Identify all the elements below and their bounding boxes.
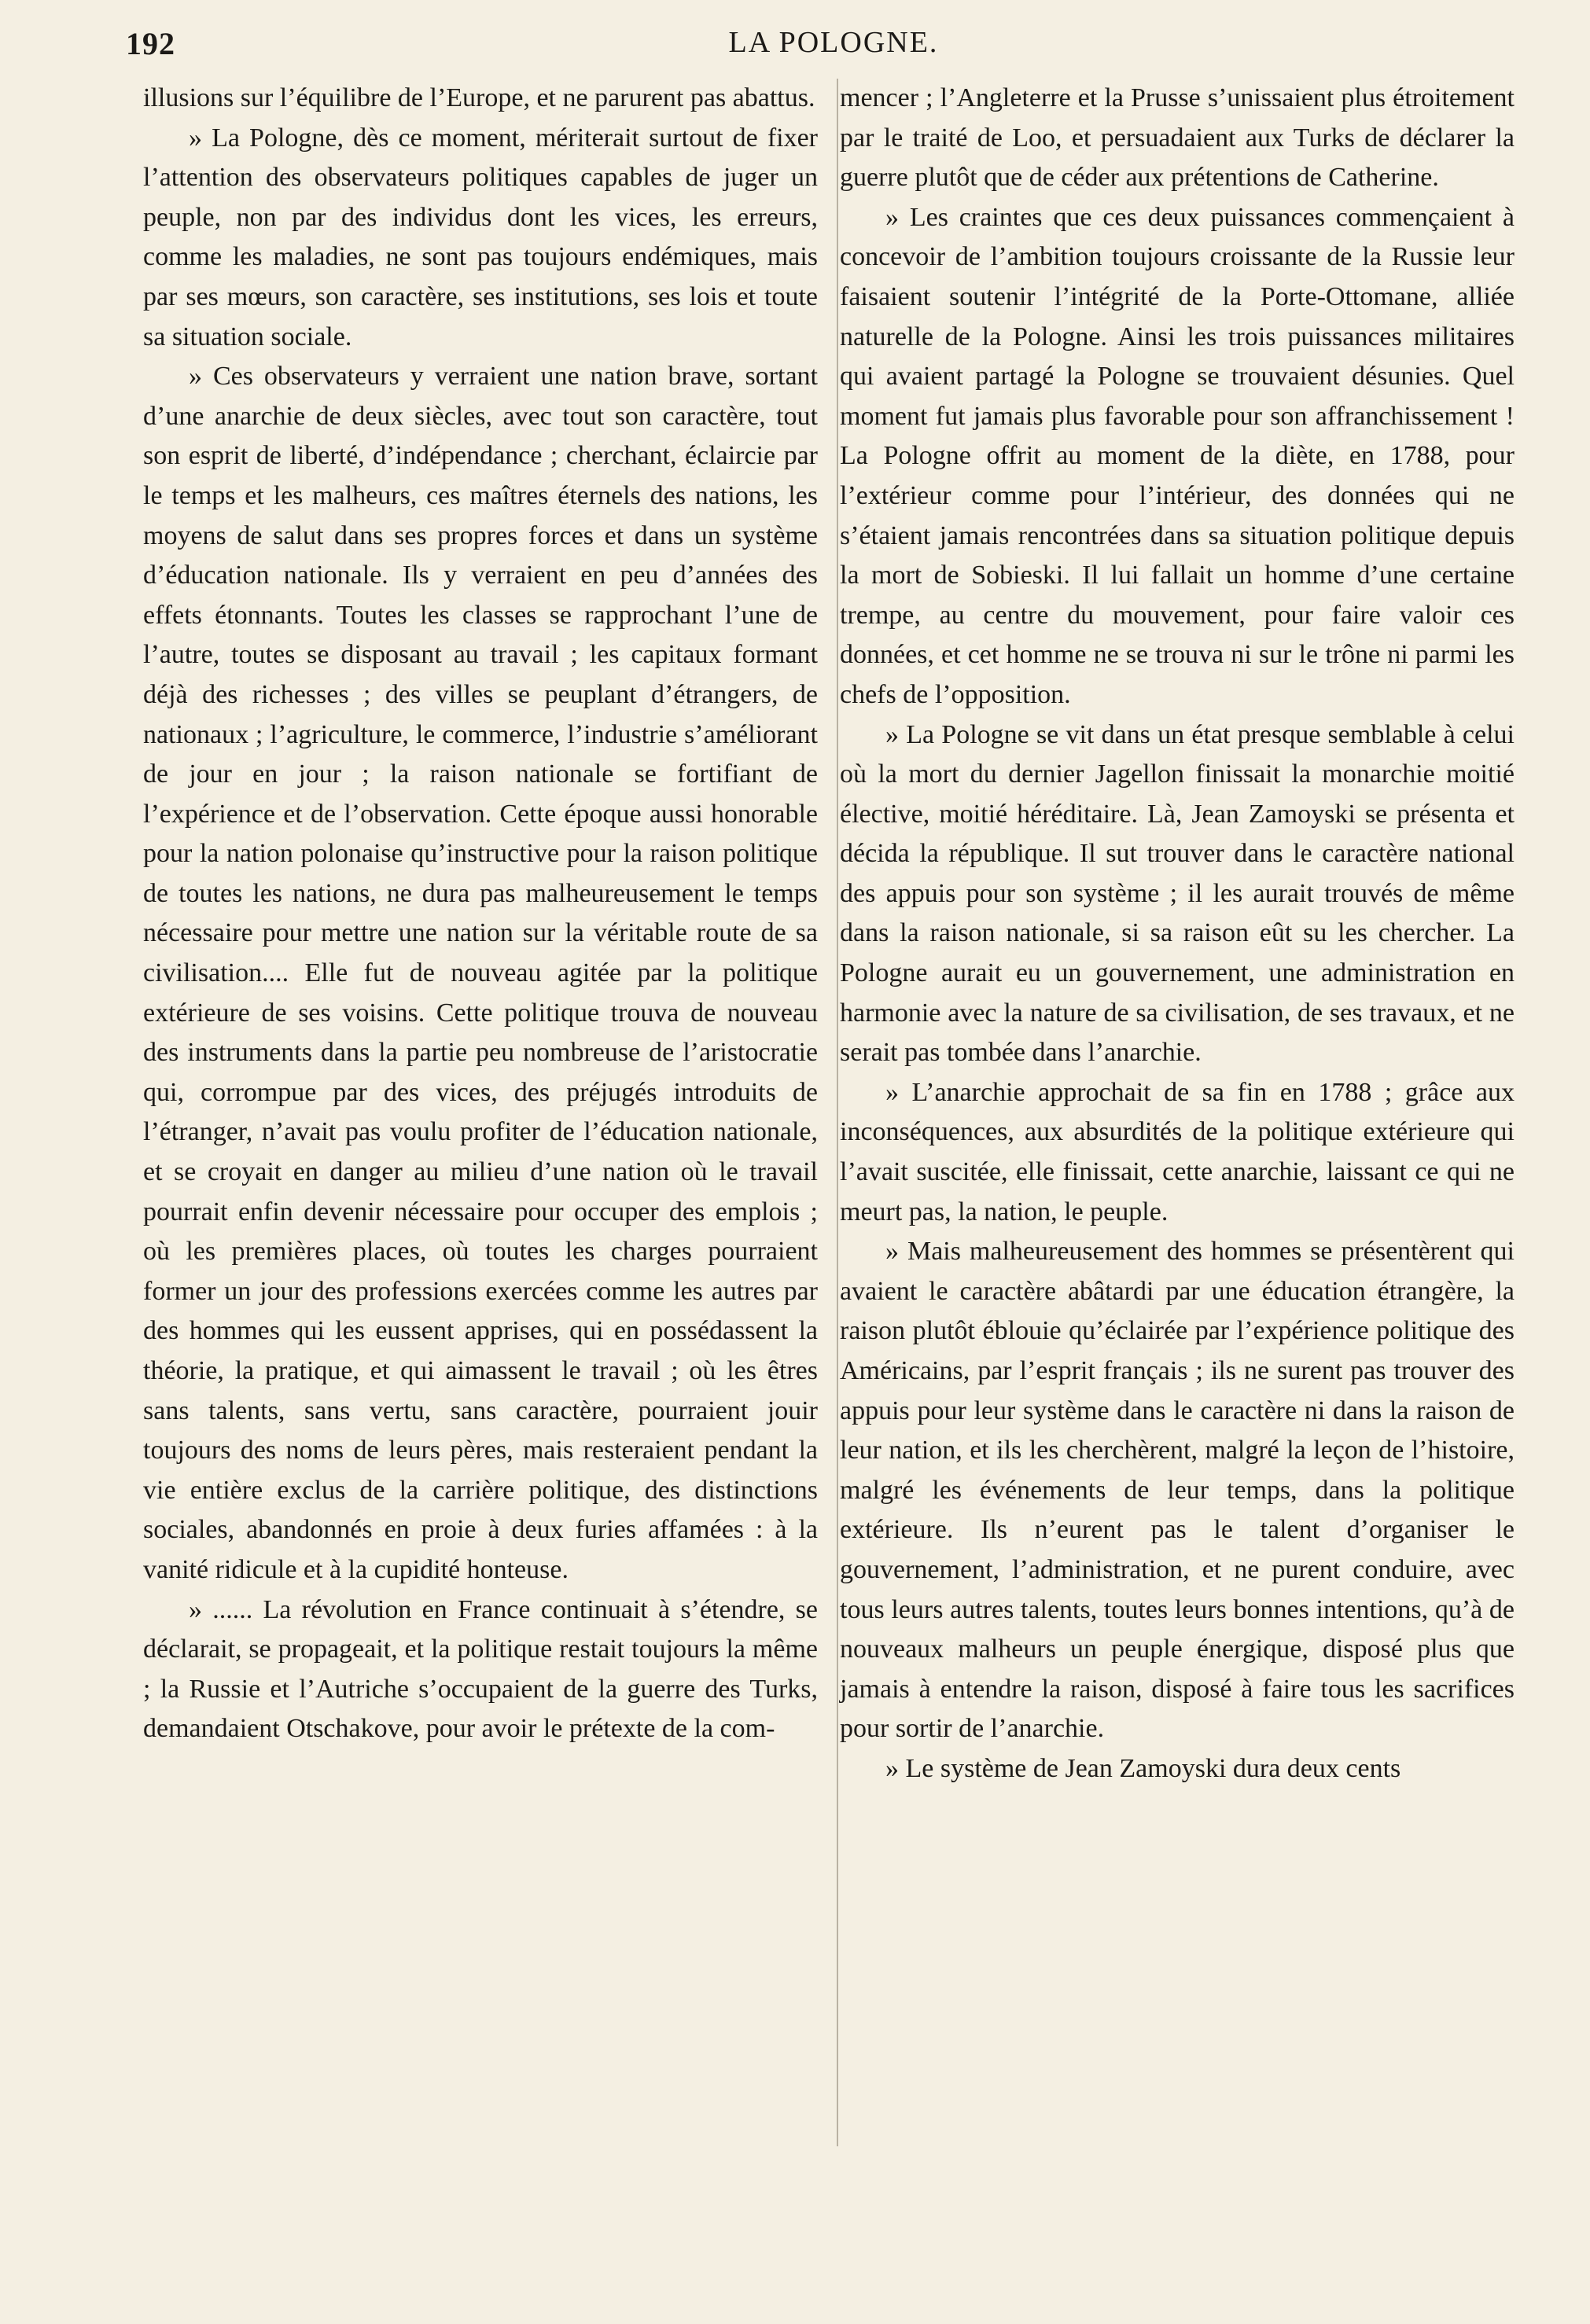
paragraph: » La Pologne, dès ce moment, mériterait surtout de fixer l’attention des observateurs politiques capables de juger un peuple, non par des individus dont les vices, les erreurs, comme les maladies, ne sont pas toujours endémiques, mais par ses mœurs, son caractère, ses institutions, ses lois et toute sa situation sociale. <box>143 123 818 351</box>
paragraph: » L’anarchie approchait de sa fin en 1788 ; grâce aux inconséquences, aux absurdités de la politique extérieure qui l’avait suscitée, elle finissait, cette anarchie, laissant ce qui ne meurt pas, la nation, le peuple. <box>840 1077 1515 1226</box>
right-column <box>840 79 1515 1789</box>
paragraph: » Ces observateurs y verraient une nation brave, sortant d’une anarchie de deux siècles, avec tout son caractère, tout son esprit de liberté, d’indépendance ; cherchant, éclaircie par le temps et les malheurs, ces maîtres éternels des nations, les moyens de salut dans ses propres forces et dans un système d’éducation nationale. Ils y verraient en peu d’années des effets étonnants. Toutes les classes se rapprochant l’une de l’autre, toutes se disposant au travail ; les capitaux formant déjà des richesses ; des villes se peuplant d’étrangers, de nationaux ; l’agriculture, le commerce, l’industrie s’améliorant de jour en jour ; la raison nationale se fortifiant de l’expérience et de l’observation. Cette époque aussi honorable pour la nation polonaise qu’instructive pour la raison politique de toutes les nations, ne dura pas malheureusement le temps nécessaire pour mettre une nation sur la véritable route de sa civilisation.... Elle fut de nouveau agitée par la politique extérieure de ses voisins. Cette politique trouva de nouveau des instruments dans la partie peu nombreuse de l’aristocratie qui, corrompue par des vices, des préjugés introduits de l’étranger, n’avait pas voulu profiter de l’éducation nationale, et se croyait en danger au milieu d’une nation où le travail pourrait enfin devenir nécessaire pour occuper des emplois ; où les premières places, où toutes les charges pourraient former un jour des professions exercées comme les autres par des hommes qui les eussent apprises, qui en possédassent la théorie, la pratique, et qui aimassent le travail ; où les êtres sans talents, sans vertu, sans caractère, pourraient jouir toujours des noms de leurs pères, mais resteraient pendant la vie entière exclus de la carrière politique, des distinctions sociales, abandonnés en proie à deux furies affamées : à la vanité ridicule et à la cupidité honteuse. <box>143 362 818 1584</box>
left-column <box>143 79 818 1749</box>
paragraph: » Le système de Jean Zamoyski dura deux cents <box>885 1753 1401 1783</box>
page-number: 192 <box>126 26 175 61</box>
paragraph: » La Pologne se vit dans un état presque semblable à celui où la mort du dernier Jagellon finissait la monarchie moitié élective, moitié héréditaire. Là, Jean Zamoyski se présenta et décida la république. Il sut trouver dans le caractère national des appuis pour son système ; il les aurait trouvés de même dans la raison nationale, si sa raison eût su les chercher. La Pologne aurait eu un gouvernement, une administration en harmonie avec la nature de sa civilisation, de ses travaux, et ne serait pas tombée dans l’anarchie. <box>840 719 1515 1068</box>
paragraph: » ...... La révolution en France continuait à s’étendre, se déclarait, se propageait, et la politique restait toujours la même ; la Russie et l’Autriche s’occupaient de la guerre des Turks, demandaient Otschakove, pour avoir le prétexte de la com- <box>143 1594 818 1744</box>
paragraph: » Mais malheureusement des hommes se présentèrent qui avaient le caractère abâtardi par une éducation étrangère, la raison plutôt éblouie qu’éclairée par l’expérience politique des Américains, par l’esprit français ; ils ne surent pas trouver des appuis pour leur système dans le caractère ni dans la raison de leur nation, et ils les cherchèrent, malgré la leçon de l’histoire, malgré les événements de leur temps, dans la politique extérieure. Ils n’eurent pas le talent d’organiser le gouvernement, l’administration, et ne purent conduire, avec tous leurs autres talents, toutes leurs bonnes intentions, qu’à de nouveaux malheurs un peuple énergique, disposé plus que jamais à entendre la raison, disposé à faire tous les sacrifices pour sortir de l’anarchie. <box>840 1237 1515 1744</box>
paragraph: mencer ; l’Angleterre et la Prusse s’unissaient plus étroitement par le traité de Loo, et persuadaient aux Turks de déclarer la guerre plutôt que de céder aux prétentions de Catherine. <box>840 83 1515 193</box>
paragraph: illusions sur l’équilibre de l’Europe, et ne parurent pas abattus. <box>143 83 815 112</box>
running-title: LA POLOGNE. <box>728 26 939 59</box>
page-header <box>126 25 1541 69</box>
paragraph: » Les craintes que ces deux puissances commençaient à concevoir de l’ambition toujours croissante de la Russie leur faisaient soutenir l’intégrité de la Porte-Ottomane, alliée naturelle de la Pologne. Ainsi les trois puissances militaires qui avaient partagé la Pologne se trouvaient désunies. Quel moment fut jamais plus favorable pour son affranchissement ! La Pologne offrit au moment de la diète, en 1788, pour l’extérieur comme pour l’intérieur, des données qui ne s’étaient jamais rencontrées dans sa situation politique depuis la mort de Sobieski. Il lui fallait un homme d’une certaine trempe, au centre du mouvement, pour faire valoir ces données, et cet homme ne se trouva ni sur le trône ni parmi les chefs de l’opposition. <box>840 202 1515 709</box>
column-divider <box>837 79 838 2146</box>
